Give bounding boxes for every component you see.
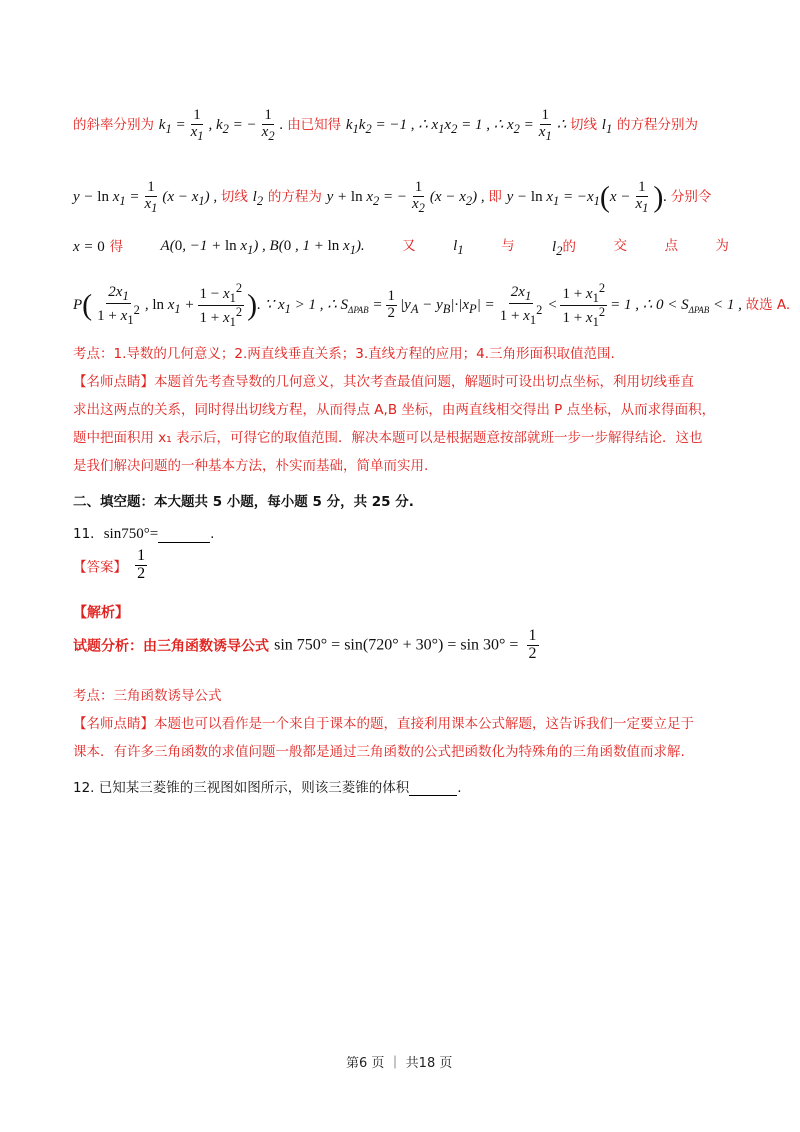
math-product: $k_1k_2 = -1$ , ∴ $x_1x_2 = 1$ , ∴ $x_2$ = $\frac{1}{x_1}$ ∴ (345, 107, 571, 143)
solution-line-3: x = 0 得 A(0, $-1 + \ln x_1$) , B(0 , $1 + \ln x_1$). 又 $l_1$ 与 $l_2$的 交 点 为 (73, 236, 729, 261)
solution-line-2: $y - \ln x_1$ = $\frac{1}{x_1}$ $(x - x_1)$ , 切线 $l_2$ 的方程为 $y + \ln x_2$ = − $\frac{1}{x_2}$ $(x - x_2)$ , 即 $y - \ln x_1 = -x_1(x$ − $\frac{1}{x_1}$ ). 分别令 (73, 179, 712, 215)
math-area: P( $\frac{2x_1}{1 + x_1^2}$ , $\ln x_1$ + $\frac{1 - x_1^2}{1 + x_1^2}$ ). ∵ $x_1 > 1$ , ∴ $S_{\Delta PAB}$ = $\frac{1}{2}$ $|y_A - y_B|\cdot|x_P|$ = $\frac{2x_1}{1 + x_1^2}$ < $\frac{1 + x_1^2}{1 + x_1^2}$ = 1 , ∴ $0 < S_{\Delta PAB} < 1$ , (73, 281, 746, 330)
analysis-label: 【解析】 (73, 605, 129, 621)
kaodian-2: 考点：三角函数诱导公式 (73, 688, 222, 704)
answer-blank-12 (409, 781, 457, 796)
solution-line-1: 的斜率分别为 $k_1$ = $\frac{1}{x_1}$ , $k_2$ = − $\frac{1}{x_2}$ . 由已知得 $k_1k_2 = -1$ , ∴ $x_1x_2 = 1$ , ∴ $x_2$ = $\frac{1}{x_1}$ ∴ 切线 $l_1$ 的方程分别为 (73, 107, 698, 143)
answer-blank (158, 528, 210, 543)
math-tangent-2: $y + \ln x_2$ = − $\frac{1}{x_2}$ $(x - x_2)$ , (326, 179, 489, 215)
mingshi-line-2: 求出这两点的关系，同时得出切线方程，从而得点 A,B 坐标，由两直线相交得出 P 点坐标，从而求得面积， (73, 402, 716, 418)
answer-fraction: $\frac{1}{2}$ (137, 547, 146, 582)
mingshi2-line-1: 【名师点睛】本题也可以看作是一个来自于课本的题，直接利用课本公式解题，这告诉我们一定要立足于 (73, 716, 694, 732)
question-11: 11．sin750°= . (73, 526, 215, 542)
mingshi-line-3: 题中把面积用 x₁ 表示后，可得它的取值范围．解决本题可以是根据题意按部就班一步一步解得结论．这也 (73, 430, 703, 446)
math-tangent-1: $y - \ln x_1$ = $\frac{1}{x_1}$ $(x - x_1)$ , (73, 179, 221, 215)
watermark: ​ (148, 596, 152, 612)
analysis-fraction: $\frac{1}{2}$ (528, 627, 537, 662)
question-12: 12. 已知某三菱锥的三视图如图所示，则该三菱锥的体积 . (73, 780, 462, 796)
math-points-ab: A(0, $-1 + \ln x_1$) , B(0 , $1 + \ln x_1$). (160, 238, 365, 257)
kaodian-1: 考点：1.导数的几何意义；2.两直线垂直关系；3.直线方程的应用；4.三角形面积取值范围. (73, 346, 615, 362)
answer-row: 【答案】 $\frac{1}{2}$ (73, 547, 146, 582)
section-title: 二、填空题：本大题共 5 小题，每小题 5 分，共 25 分. (73, 494, 414, 510)
analysis-row: 试题分析：由三角函数诱导公式 sin 750° = sin(720° + 30°) = sin 30° = $\frac{1}{2}$ (73, 627, 537, 662)
math-tangent-3: $y - \ln x_1 = -x_1(x$ − $\frac{1}{x_1}$ ). (506, 179, 671, 215)
mingshi-line-4: 是我们解决问题的一种基本方法，朴实而基础，简单而实用. (73, 458, 429, 474)
mingshi-line-1: 【名师点睛】本题首先考查导数的几何意义，其次考查最值问题，解题时可设出切点坐标，利用切线垂直 (73, 374, 694, 390)
math-slopes: $k_1$ = $\frac{1}{x_1}$ , $k_2$ = − $\frac{1}{x_2}$ . (158, 107, 288, 143)
solution-line-4: P( $\frac{2x_1}{1 + x_1^2}$ , $\ln x_1$ + $\frac{1 - x_1^2}{1 + x_1^2}$ ). ∵ $x_1 > 1$ , ∴ $S_{\Delta PAB}$ = $\frac{1}{2}$ $|y_A - y_B|\cdot|x_P|$ = $\frac{2x_1}{1 + x_1^2}$ < $\frac{1 + x_1^2}{1 + x_1^2}$ = 1 , ∴ $0 < S_{\Delta PAB} < 1$ , 故选 A. (73, 281, 791, 330)
mingshi2-line-2: 课本．有许多三角函数的求值问题一般都是通过三角函数的公式把函数化为特殊角的三角函数值而求解. (73, 744, 685, 760)
page-footer: 第6 页 ｜ 共18 页 (346, 1056, 453, 1071)
